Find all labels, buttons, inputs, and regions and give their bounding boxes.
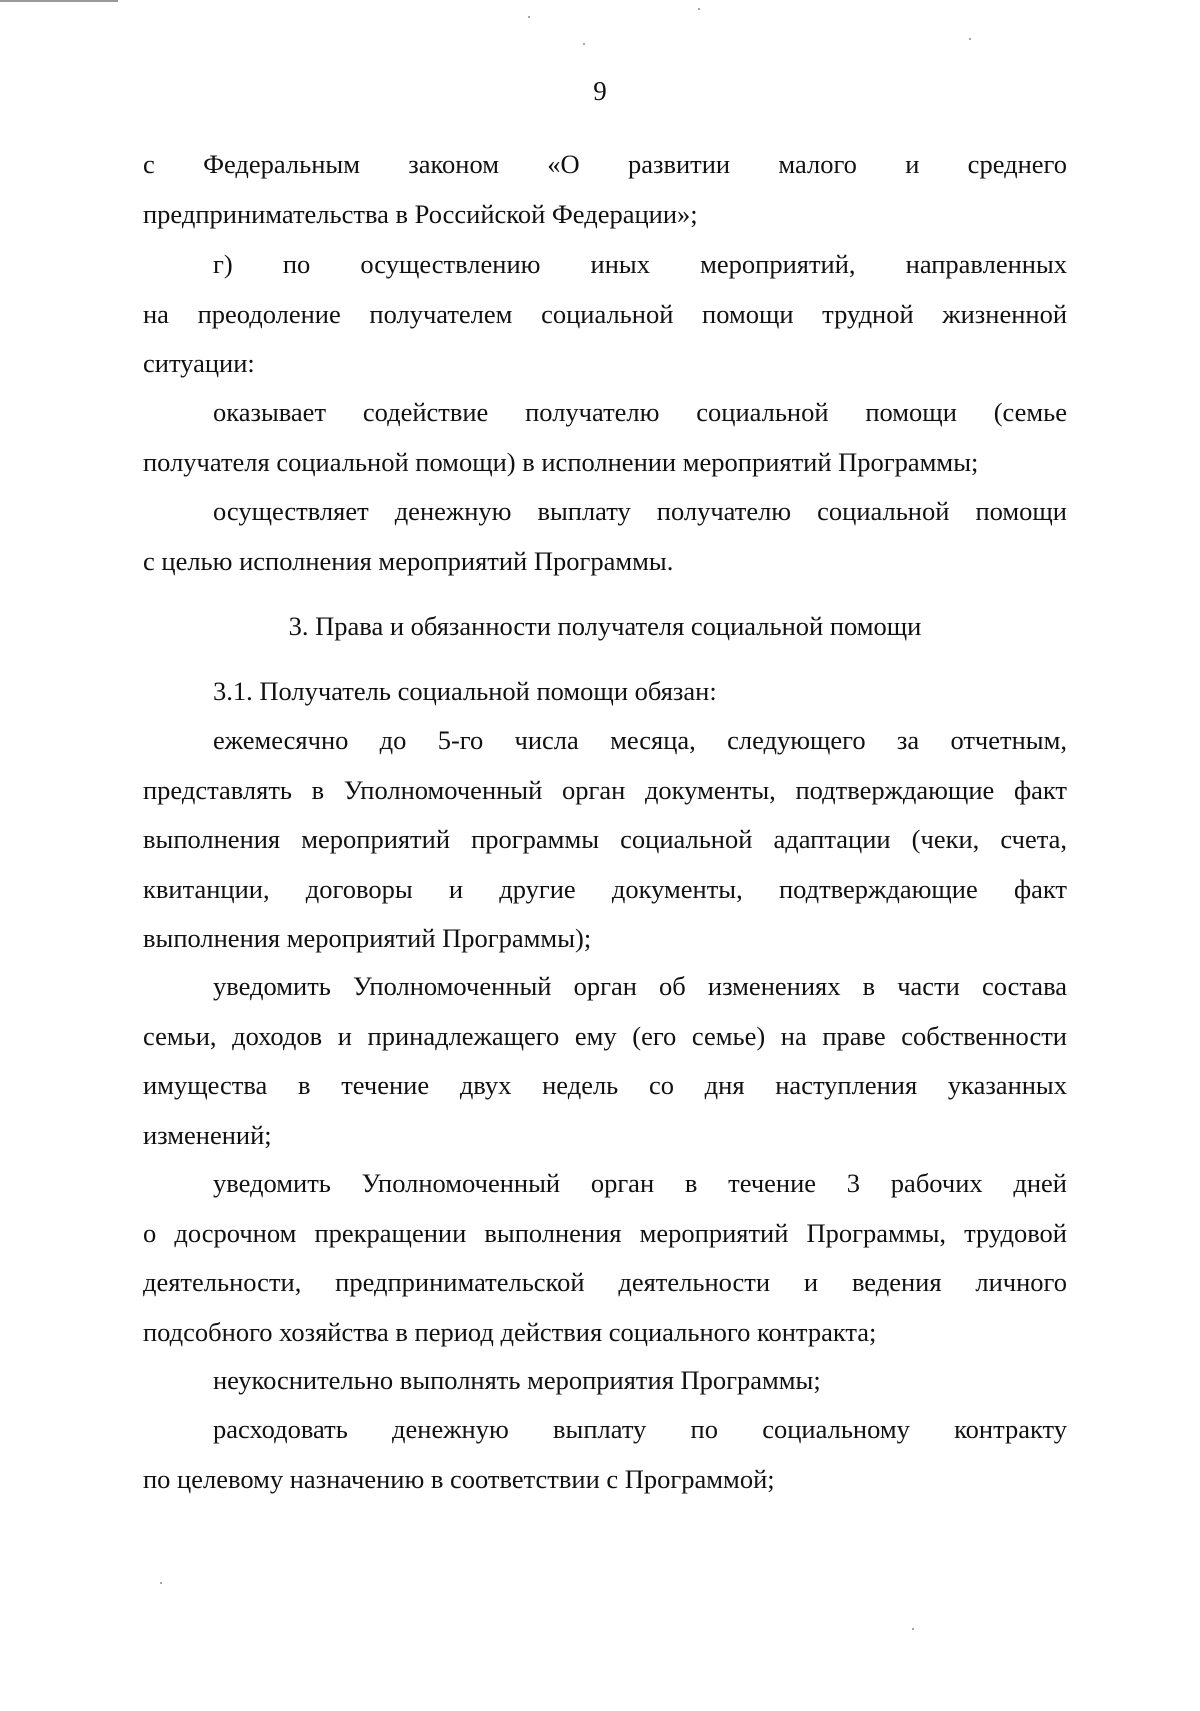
body-paragraph-fulfill-program bbox=[143, 1356, 1067, 1406]
body-paragraph-law-reference bbox=[143, 140, 1067, 239]
text-line: неукоснительно выполнять мероприятия Программы; bbox=[213, 1365, 821, 1395]
body-paragraph-monthly-documents bbox=[143, 716, 1067, 964]
text-line: уведомить Уполномоченный орган об изменениях в части состава bbox=[213, 971, 1067, 1001]
text-line: квитанции, договоры и другие документы, подтверждающие факт bbox=[143, 873, 1067, 904]
scan-edge-mark bbox=[0, 0, 118, 2]
text-line: по целевому назначению в соответствии с Программой; bbox=[143, 1463, 775, 1494]
text-line: выполнения мероприятий Программы); bbox=[143, 923, 592, 953]
body-paragraph-notify-changes bbox=[143, 962, 1067, 1160]
text-line: деятельности, предпринимательской деятельности и ведения личного bbox=[143, 1267, 1067, 1297]
scan-speck bbox=[160, 1582, 162, 1584]
text-line: ежемесячно до 5-го числа месяца, следующего за отчетным, bbox=[213, 725, 1067, 755]
text-line: выполнения мероприятий программы социальной адаптации (чеки, счета, bbox=[143, 824, 1067, 854]
text-line: на преодоление получателем социальной помощи трудной жизненной bbox=[143, 298, 1067, 329]
text-line: представлять в Уполномоченный орган документы, подтверждающие факт bbox=[143, 774, 1067, 805]
subsection-heading bbox=[143, 667, 1067, 717]
text-line: изменений; bbox=[143, 1119, 272, 1150]
body-paragraph-notify-termination bbox=[143, 1159, 1067, 1357]
text-line: расходовать денежную выплату по социальному контракту bbox=[213, 1414, 1067, 1444]
body-paragraph-spend-payment bbox=[143, 1405, 1067, 1504]
page-number: 9 bbox=[593, 76, 607, 106]
text-line: подсобного хозяйства в период действия социального контракта; bbox=[143, 1316, 877, 1347]
subsection-title: 3.1. Получатель социальной помощи обязан: bbox=[213, 676, 717, 706]
text-line: уведомить Уполномоченный орган в течение 3 рабочих дней bbox=[213, 1168, 1067, 1198]
text-line: ситуации: bbox=[143, 348, 255, 378]
body-paragraph-payment bbox=[143, 487, 1067, 586]
scan-speck bbox=[528, 16, 530, 18]
text-line: с целью исполнения мероприятий Программы. bbox=[143, 545, 674, 576]
text-line: имущества в течение двух недель со дня наступления указанных bbox=[143, 1070, 1067, 1100]
body-paragraph-assistance bbox=[143, 388, 1067, 487]
scan-speck bbox=[698, 8, 700, 10]
section-heading bbox=[143, 602, 1067, 652]
text-line: с Федеральным законом «О развитии малого и среднего bbox=[143, 149, 1067, 179]
text-line: предпринимательства в Российской Федерации»; bbox=[143, 198, 698, 229]
scan-speck bbox=[912, 1628, 914, 1630]
text-line: г) по осуществлению иных мероприятий, направленных bbox=[213, 249, 1067, 279]
section-title: 3. Права и обязанности получателя социальной помощи bbox=[288, 611, 922, 641]
body-paragraph-other-measures bbox=[143, 240, 1067, 389]
scan-speck bbox=[583, 43, 585, 45]
text-line: оказывает содействие получателю социальной помощи (семье bbox=[213, 397, 1067, 427]
text-line: получателя социальной помощи) в исполнении мероприятий Программы; bbox=[143, 446, 979, 477]
scan-speck bbox=[969, 38, 971, 40]
text-line: о досрочном прекращении выполнения мероприятий Программы, трудовой bbox=[143, 1217, 1067, 1248]
text-line: осуществляет денежную выплату получателю социальной помощи bbox=[213, 496, 1067, 526]
text-line: семьи, доходов и принадлежащего ему (его семье) на праве собственности bbox=[143, 1020, 1067, 1051]
